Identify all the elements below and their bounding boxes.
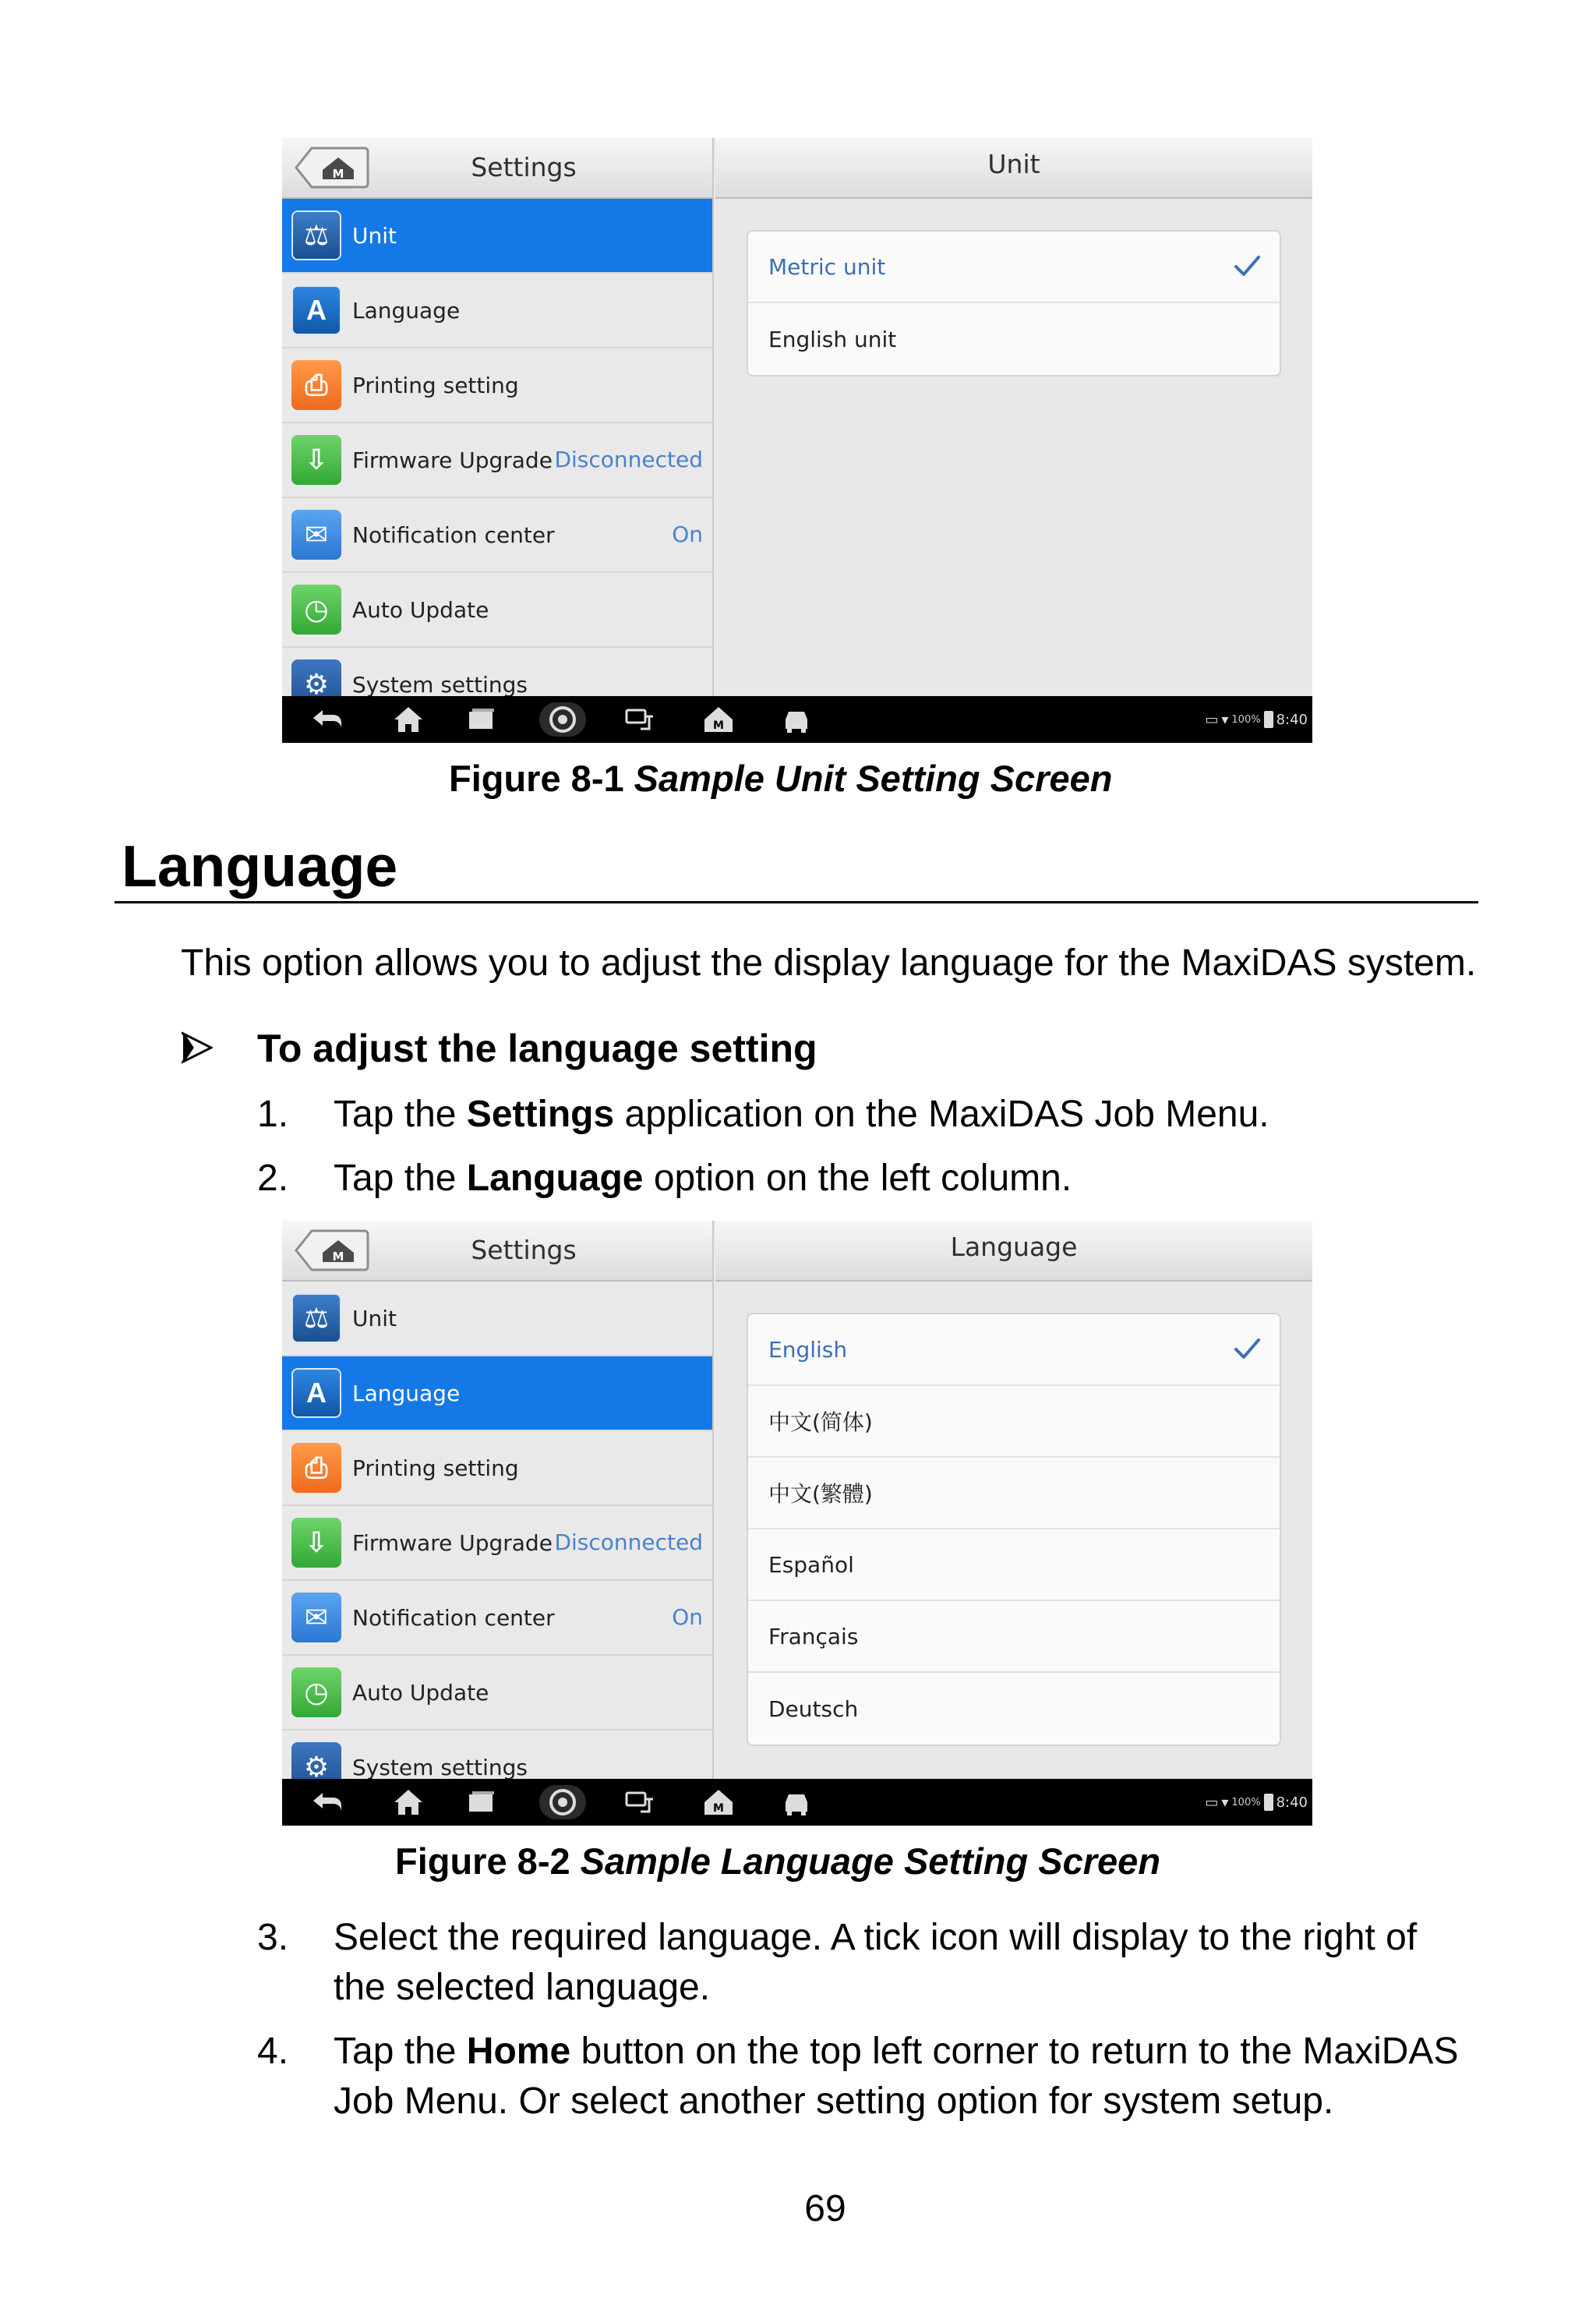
right-panel-header bbox=[715, 1221, 1312, 1282]
recent-apps-icon[interactable] bbox=[460, 704, 503, 735]
unit-title: Unit bbox=[987, 149, 1040, 179]
vci-connection-icon[interactable] bbox=[619, 704, 662, 735]
browser-icon[interactable] bbox=[539, 702, 586, 737]
home-button[interactable] bbox=[295, 1229, 369, 1271]
message-icon: ▭ bbox=[1205, 711, 1219, 728]
svg-text:M: M bbox=[332, 1250, 344, 1264]
notification-status: On bbox=[672, 1604, 703, 1630]
menu-item-printing-setting[interactable] bbox=[282, 1431, 714, 1506]
firmware-status: Disconnected bbox=[554, 1529, 703, 1555]
back-icon[interactable] bbox=[305, 704, 349, 735]
home-icon[interactable] bbox=[387, 1787, 430, 1818]
step-text: Tap the bbox=[334, 1094, 467, 1135]
settings-left-panel bbox=[282, 138, 714, 696]
vci-connection-icon[interactable] bbox=[619, 1787, 662, 1818]
menu-item-label: Auto Update bbox=[352, 1679, 489, 1706]
menu-item-label: System settings bbox=[352, 1754, 528, 1779]
vehicle-icon[interactable] bbox=[775, 704, 818, 735]
clock-icon: ◷ bbox=[291, 1667, 341, 1717]
menu-item-label: Unit bbox=[352, 1305, 397, 1331]
option-chinese-traditional[interactable] bbox=[748, 1458, 1280, 1529]
language-a-icon: A bbox=[291, 285, 341, 335]
step-number: 2. bbox=[257, 1158, 289, 1199]
settings-menu bbox=[282, 1282, 714, 1779]
option-french[interactable] bbox=[748, 1601, 1280, 1673]
menu-item-label: Unit bbox=[352, 222, 397, 249]
clock-time: 8:40 bbox=[1276, 711, 1308, 728]
menu-item-label: Notification center bbox=[352, 521, 555, 548]
procedure-heading: To adjust the language setting bbox=[257, 1027, 817, 1070]
section-heading: Language bbox=[122, 833, 398, 899]
printer-icon: ⎙ bbox=[291, 1443, 341, 1493]
figure-caption-2 bbox=[395, 1840, 1160, 1883]
option-label: 中文(简体) bbox=[768, 1409, 873, 1435]
menu-item-label: Firmware Upgrade bbox=[352, 447, 553, 473]
menu-item-auto-update[interactable] bbox=[282, 573, 714, 648]
menu-item-printing-setting[interactable] bbox=[282, 348, 714, 423]
menu-item-notification-center[interactable] bbox=[282, 1581, 714, 1656]
menu-item-label: Language bbox=[352, 1380, 461, 1406]
menu-item-language[interactable] bbox=[282, 274, 714, 348]
step-1 bbox=[334, 1093, 1269, 1136]
clock-icon: ◷ bbox=[291, 585, 341, 635]
intro-paragraph: This option allows you to adjust the display language for the MaxiDAS system. bbox=[181, 942, 1477, 984]
settings-left-panel bbox=[282, 1221, 714, 1779]
menu-item-system-settings[interactable] bbox=[282, 1731, 714, 1779]
caption-label: Figure 8-2 bbox=[395, 1840, 570, 1882]
unit-options-list bbox=[747, 230, 1281, 377]
step-text: option on the left column. bbox=[643, 1158, 1072, 1199]
home-icon[interactable] bbox=[387, 704, 430, 735]
option-label: Español bbox=[768, 1551, 854, 1578]
maxidas-home-icon[interactable] bbox=[697, 1787, 740, 1818]
maxidas-home-icon[interactable] bbox=[697, 704, 740, 735]
android-nav-bar bbox=[282, 696, 1312, 743]
home-button[interactable] bbox=[295, 147, 369, 189]
browser-icon[interactable] bbox=[539, 1785, 586, 1819]
option-label: Français bbox=[768, 1623, 859, 1649]
menu-item-label: Printing setting bbox=[352, 372, 519, 398]
scale-icon: ⚖ bbox=[291, 1293, 341, 1343]
left-panel-header bbox=[282, 138, 714, 199]
option-german[interactable] bbox=[748, 1673, 1280, 1745]
battery-percent: 100% bbox=[1231, 713, 1261, 726]
step-text: button on the top left corner to return to the MaxiDAS bbox=[570, 2031, 1459, 2072]
caption-label: Figure 8-1 bbox=[449, 758, 624, 799]
wifi-icon: ▾ bbox=[1221, 711, 1229, 728]
gear-icon: ⚙ bbox=[291, 1742, 341, 1779]
menu-item-label: Language bbox=[352, 297, 461, 323]
option-english[interactable] bbox=[748, 1314, 1280, 1386]
menu-item-auto-update[interactable] bbox=[282, 1656, 714, 1731]
menu-item-label: Firmware Upgrade bbox=[352, 1529, 553, 1556]
step-2 bbox=[334, 1157, 1072, 1200]
svg-text:M: M bbox=[713, 719, 724, 732]
svg-text:M: M bbox=[332, 167, 344, 181]
menu-item-label: Auto Update bbox=[352, 596, 489, 623]
android-nav-bar bbox=[282, 1779, 1312, 1826]
unit-right-panel bbox=[715, 138, 1312, 696]
recent-apps-icon[interactable] bbox=[460, 1787, 503, 1818]
option-metric-unit[interactable] bbox=[748, 232, 1280, 303]
home-m-icon bbox=[295, 147, 369, 189]
check-icon bbox=[1231, 1333, 1262, 1364]
status-bar bbox=[1205, 709, 1308, 730]
menu-item-system-settings[interactable] bbox=[282, 648, 714, 696]
option-english-unit[interactable] bbox=[748, 303, 1280, 375]
caption-title: Sample Unit Setting Screen bbox=[634, 758, 1113, 799]
back-icon[interactable] bbox=[305, 1787, 349, 1818]
step-number: 3. bbox=[257, 1917, 289, 1958]
firmware-status: Disconnected bbox=[554, 447, 703, 472]
left-panel-header bbox=[282, 1221, 714, 1282]
home-m-icon bbox=[295, 1229, 369, 1271]
vehicle-icon[interactable] bbox=[775, 1787, 818, 1818]
option-label: English unit bbox=[768, 326, 897, 352]
notification-status: On bbox=[672, 521, 703, 547]
right-panel-header bbox=[715, 138, 1312, 199]
language-title: Language bbox=[950, 1232, 1078, 1262]
option-label: Metric unit bbox=[768, 253, 886, 280]
page-number: 69 bbox=[804, 2188, 846, 2229]
step-number: 1. bbox=[257, 1094, 289, 1135]
arrow-bullet-icon bbox=[182, 1031, 213, 1065]
notification-icon: ✉ bbox=[291, 1593, 341, 1642]
menu-item-notification-center[interactable] bbox=[282, 498, 714, 573]
option-label: Deutsch bbox=[768, 1695, 859, 1722]
firmware-upgrade-icon: ⇩ bbox=[291, 435, 341, 485]
message-icon: ▭ bbox=[1205, 1794, 1219, 1811]
printer-icon: ⎙ bbox=[291, 360, 341, 410]
step-text: Tap the bbox=[334, 1158, 467, 1199]
notification-icon: ✉ bbox=[291, 510, 341, 560]
language-right-panel bbox=[715, 1221, 1312, 1779]
clock-time: 8:40 bbox=[1276, 1794, 1308, 1811]
menu-item-label: Printing setting bbox=[352, 1455, 519, 1481]
step-bold: Home bbox=[466, 2031, 571, 2072]
step-bold: Language bbox=[466, 1158, 644, 1199]
status-bar bbox=[1205, 1792, 1308, 1812]
step-number: 4. bbox=[257, 2031, 289, 2072]
option-label: English bbox=[768, 1336, 848, 1363]
step-3-line-1: Select the required language. A tick icon will display to the right of bbox=[334, 1917, 1418, 1958]
battery-icon bbox=[1264, 1794, 1273, 1811]
step-text: application on the MaxiDAS Job Menu. bbox=[614, 1094, 1269, 1135]
menu-item-firmware-upgrade[interactable] bbox=[282, 1506, 714, 1581]
battery-icon bbox=[1264, 711, 1273, 728]
settings-title: Settings bbox=[471, 152, 577, 182]
scale-icon: ⚖ bbox=[291, 210, 341, 260]
language-options-list bbox=[747, 1313, 1281, 1746]
settings-menu bbox=[282, 199, 714, 696]
language-a-icon: A bbox=[291, 1368, 341, 1418]
menu-item-label: System settings bbox=[352, 671, 528, 696]
option-spanish[interactable] bbox=[748, 1529, 1280, 1601]
unit-setting-screenshot bbox=[282, 138, 1312, 743]
settings-title: Settings bbox=[471, 1235, 577, 1265]
option-label: 中文(繁體) bbox=[768, 1481, 873, 1507]
firmware-upgrade-icon: ⇩ bbox=[291, 1518, 341, 1568]
caption-title: Sample Language Setting Screen bbox=[580, 1840, 1161, 1882]
step-bold: Settings bbox=[466, 1094, 615, 1135]
heading-rule bbox=[115, 901, 1478, 903]
battery-percent: 100% bbox=[1231, 1796, 1261, 1808]
step-3-line-2: the selected language. bbox=[334, 1967, 711, 2008]
menu-item-unit[interactable] bbox=[282, 1282, 714, 1356]
step-4-line-2: Job Menu. Or select another setting option for system setup. bbox=[334, 2081, 1334, 2122]
wifi-icon: ▾ bbox=[1221, 1794, 1229, 1811]
step-text: Tap the bbox=[334, 2031, 467, 2072]
menu-item-label: Notification center bbox=[352, 1604, 555, 1631]
gear-icon: ⚙ bbox=[291, 659, 341, 696]
figure-caption-1 bbox=[449, 757, 1112, 800]
language-setting-screenshot bbox=[282, 1221, 1312, 1826]
option-chinese-simplified[interactable] bbox=[748, 1386, 1280, 1458]
step-4-line-1 bbox=[334, 2030, 1458, 2073]
menu-item-firmware-upgrade[interactable] bbox=[282, 423, 714, 498]
svg-text:M: M bbox=[713, 1802, 724, 1815]
menu-item-unit[interactable] bbox=[282, 199, 714, 274]
check-icon bbox=[1231, 250, 1262, 281]
menu-item-language[interactable] bbox=[282, 1356, 714, 1431]
